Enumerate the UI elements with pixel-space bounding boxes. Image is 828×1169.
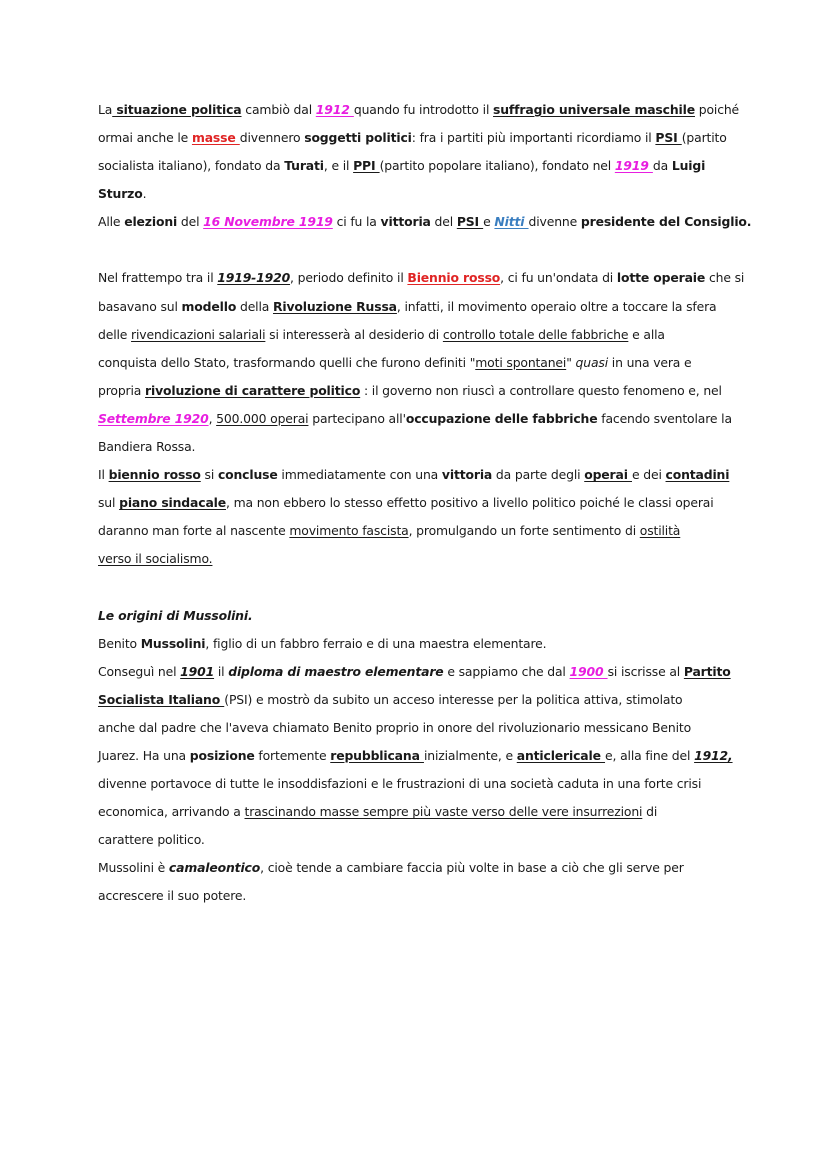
p2-line-4: conquista dello Stato, trasformando quelli che furono definiti "moti spontanei" quasi in una vera e xyxy=(98,354,692,370)
situazione-politica: situazione politica xyxy=(112,102,242,117)
p1-line-4: Sturzo. xyxy=(98,186,147,202)
p2-line-9: sul piano sindacale, ma non ebbero lo stesso effetto positivo a livello politico poiché le classi operai xyxy=(98,495,714,511)
p2-line-2: basavano sul modello della Rivoluzione Russa, infatti, il movimento operaio oltre a toccare la sfera xyxy=(98,298,717,314)
document-body xyxy=(98,96,752,911)
p3-line-9: Mussolini è camaleontico, cioè tende a cambiare faccia più volte in base a ciò che gli serve per xyxy=(98,860,684,876)
p3-line-3: Socialista Italiano (PSI) e mostrò da subito un acceso interesse per la politica attiva, stimolato xyxy=(98,691,683,707)
year-1919: 1919 xyxy=(614,158,653,174)
suffragio-universale: suffragio universale maschile xyxy=(493,102,695,117)
date-16-novembre-1919: 16 Novembre 1919 xyxy=(203,214,333,230)
year-1900: 1900 xyxy=(569,663,608,679)
date-settembre-1920: Settembre 1920 xyxy=(98,410,209,426)
ppi: PPI xyxy=(353,158,380,174)
psi: PSI xyxy=(655,130,682,146)
year-1912: 1912 xyxy=(315,102,354,117)
paragraph-gap xyxy=(98,236,738,264)
p1-line-3: socialista italiano), fondato da Turati, e il PPI (partito popolare italiano), fondato nel 1919 da Luigi xyxy=(98,158,706,174)
years-1919-1920: 1919-1920 xyxy=(217,270,291,286)
p3-line-4: anche dal padre che l'aveva chiamato Benito proprio in onore del rivoluzionario messicano Benito xyxy=(98,719,691,735)
p1-line-2: ormai anche le masse divennero soggetti politici: fra i partiti più importanti ricordiamo il PSI (partito xyxy=(98,130,727,146)
p2-line-3: delle rivendicazioni salariali si interesserà al desiderio di controllo totale delle fabbriche e alla xyxy=(98,326,665,342)
p3-line-8: carattere politico. xyxy=(98,832,205,848)
p3-line-1: Benito Mussolini, figlio di un fabbro ferraio e di una maestra elementare. xyxy=(98,635,547,651)
year-1901: 1901 xyxy=(180,663,215,679)
nitti: Nitti xyxy=(494,214,529,230)
p3-line-6: divenne portavoce di tutte le insoddisfazioni e le frustrazioni di una società caduta in una forte crisi xyxy=(98,776,702,792)
p2-line-11: verso il socialismo. xyxy=(98,551,213,567)
p3-line-5: Juarez. Ha una posizione fortemente repubblicana inizialmente, e anticlericale e, alla fine del 1912, xyxy=(98,747,733,763)
p2-line-7: Bandiera Rossa. xyxy=(98,439,196,455)
p3-line-10: accrescere il suo potere. xyxy=(98,888,247,904)
biennio-rosso: Biennio rosso xyxy=(407,270,501,286)
p1-line-5: Alle elezioni del 16 Novembre 1919 ci fu la vittoria del PSI e Nitti divenne presidente del Consiglio. xyxy=(98,214,752,230)
p2-line-5: propria rivoluzione di carattere politico : il governo non riuscì a controllare questo fenomeno e, nel xyxy=(98,382,722,398)
paragraph-gap xyxy=(98,574,738,602)
p1-line-1: La situazione politica cambiò dal 1912 quando fu introdotto il suffragio universale maschile poiché xyxy=(98,102,740,117)
p3-line-7: economica, arrivando a trascinando masse sempre più vaste verso delle vere insurrezioni di xyxy=(98,804,658,820)
year-1912-comma: 1912, xyxy=(694,747,733,763)
masse: masse xyxy=(191,130,240,146)
p2-line-10: daranno man forte al nascente movimento fascista, promulgando un forte sentimento di ostilità xyxy=(98,523,681,539)
p2-line-8: Il biennio rosso si concluse immediatamente con una vittoria da parte degli operai e dei contadini xyxy=(98,467,730,483)
p2-line-6: Settembre 1920, 500.000 operai partecipano all'occupazione delle fabbriche facendo sventolare la xyxy=(98,410,732,426)
rivoluzione-russa: Rivoluzione Russa xyxy=(273,298,397,314)
p2-line-1: Nel frattempo tra il 1919-1920, periodo definito il Biennio rosso, ci fu un'ondata di lotte operaie che si xyxy=(98,270,745,286)
section-heading: Le origini di Mussolini. xyxy=(98,607,253,623)
p3-line-2: Conseguì nel 1901 il diploma di maestro elementare e sappiamo che dal 1900 si iscrisse al Partito xyxy=(98,663,731,679)
